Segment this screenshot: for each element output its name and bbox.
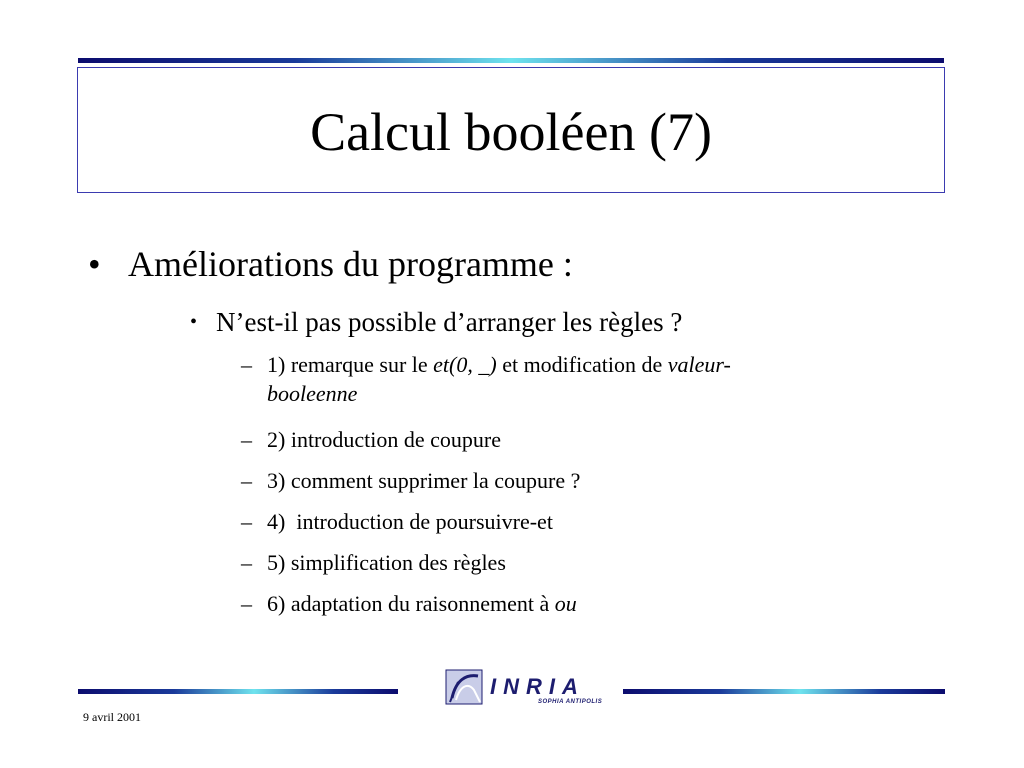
logo-wordmark: INRIA [490, 674, 585, 699]
dash-marker: – [241, 591, 252, 616]
dash-marker: – [241, 509, 252, 534]
bullet-level1-text: Améliorations du programme : [128, 244, 573, 284]
bullet-marker: • [190, 311, 198, 333]
dash-marker: – [241, 468, 252, 493]
list-item-text-continued: booleenne [267, 381, 358, 406]
list-item-text: 1) remarque sur le et(0, _) et modification de valeur- [267, 352, 731, 377]
logo-subtitle: SOPHIA ANTIPOLIS [538, 699, 603, 705]
footer-date: 9 avril 2001 [83, 710, 141, 724]
bullet-marker: • [88, 244, 101, 284]
title-box [77, 67, 945, 193]
list-item-text: 4) introduction de poursuivre-et [267, 509, 553, 534]
list-item-text: 5) simplification des règles [267, 550, 506, 575]
slide-title: Calcul booléen (7) [310, 102, 712, 162]
list-item-text: 2) introduction de coupure [267, 427, 501, 452]
dash-marker: – [241, 550, 252, 575]
bullet-level2-text: N’est-il pas possible d’arranger les règles ? [216, 307, 683, 337]
list-item-text: 6) adaptation du raisonnement à ou [267, 591, 577, 616]
list-item-text: 3) comment supprimer la coupure ? [267, 468, 581, 493]
dash-marker: – [241, 427, 252, 452]
inria-logo-icon [442, 668, 486, 708]
inria-logo [440, 664, 603, 712]
footer-rule-right [623, 689, 945, 694]
footer-rule-left [78, 689, 398, 694]
title-top-rule [78, 58, 944, 63]
dash-marker: – [241, 352, 252, 377]
